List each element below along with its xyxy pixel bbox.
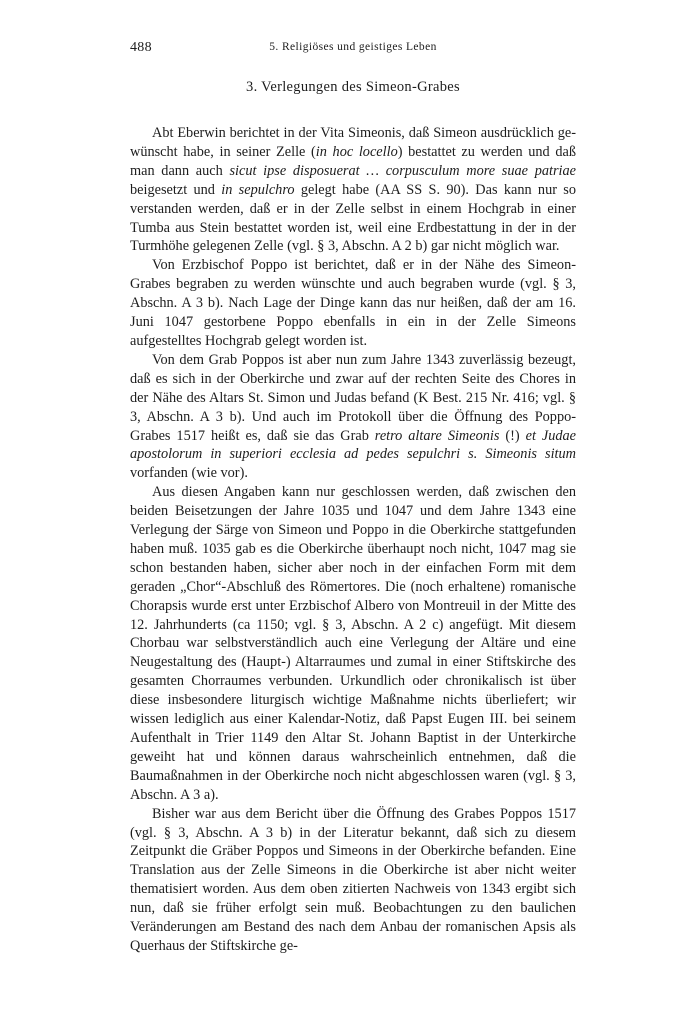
italic-quote: et Judae apostolorum in superiori ecclesia ad pedes sepulchri s. Simeonis situm <box>130 427 576 463</box>
text-run: Aus diesen Angaben kann nur geschlossen werden, daß zwischen den beiden Beisetzungen der Jahre 1035 und 1047 und dem Jahre 1343 eine Verlegung der Särge von Simeon und Poppo in die Oberkirche stattgefunden haben muß. 1035 gab es die Oberkirche überhaupt noch nicht, 1047 mag sie schon bestanden haben, sicher aber noch in der einfachen Form mit dem geraden „Chor“-Abschluß des Römertores. Die (noch erhaltene) romanische Chorapsis wurde erst unter Erzbischof Albero von Montreuil in der Mitte des 12. Jahrhunderts (ca 1150; vgl. § 3, Abschn. A 2 c) angefügt. Mit diesem Chorbau war selbstverständlich auch eine Verlegung der Altäre und eine Neugestaltung des (Haupt-) Altarraumes und zumal in einer Stiftskirche des gesamten Chorraumes verbunden. Urkundlich oder chronikalisch ist über diese insbesondere liturgisch wichtige Maßnahme nichts überliefert; wir wissen lediglich aus einer Kalendar-Notiz, daß Papst Eugen III. bei seinem Aufenthalt in Trier 1149 den Altar St. Johann Baptist in der Unterkirche geweiht hat und können daraus wahrscheinlich entnehmen, daß die Baumaßnahmen in der Oberkirche noch nicht abgeschlossen waren (vgl. § 3, Abschn. A 3 a). <box>130 484 576 803</box>
section-heading: 3. Verlegungen des Simeon-Grabes <box>246 79 460 95</box>
text-run: vorfanden (wie vor). <box>130 465 248 482</box>
paragraph <box>130 483 576 804</box>
text-run: ) bestattet zu werden und daß man dann auch <box>130 143 576 179</box>
text-run: gelegt habe (AA SS S. 90). Das kann nur so verstanden werden, daß er in der Zelle selbst in einem Hochgrab in einer Tumba aus Stein bestattet worden ist, weil eine Erdbestattung in der in der Turmhöhe gelegenen Zelle (vgl. § 3, Abschn. A 2 b) gar nicht möglich war. <box>130 181 577 255</box>
text-run: beigesetzt und <box>130 181 222 198</box>
paragraph <box>130 351 576 483</box>
paragraph <box>130 805 576 956</box>
page-number: 488 <box>130 40 152 55</box>
paragraph <box>130 256 576 351</box>
running-title: 5. Religiöses und geistiges Leben <box>269 41 437 53</box>
text-run: Abt Eberwin berichtet in der Vita Simeonis, daß Simeon ausdrücklich gewünscht habe, in seiner Zelle ( <box>130 125 576 160</box>
text-run: (!) <box>499 427 526 444</box>
italic-quote: retro altare Simeonis <box>374 427 500 444</box>
italic-quote: sicut ipse disposuerat … corpusculum more suae patriae <box>229 162 576 179</box>
italic-quote: in sepulchro <box>221 181 295 198</box>
italic-quote: in hoc locello <box>315 143 398 160</box>
body-text <box>130 124 576 956</box>
text-run: Von dem Grab Poppos ist aber nun zum Jahre 1343 zuverlässig bezeugt, daß es sich in der Oberkirche und zwar auf der rechten Seite des Chores in der Nähe des Altars St. Simon und Judas befand (K Best. 215 Nr. 416; vgl. § 3, Abschn. A 3 b). Und auch im Protokoll über die Öffnung des Poppo-Grabes 1517 heißt es, daß sie das Grab <box>130 351 576 444</box>
text-run: Bisher war aus dem Bericht über die Öffnung des Grabes Poppos 1517 (vgl. § 3, Abschn. A 3 b) in der Literatur bekannt, daß sich zu diesem Zeitpunkt die Gräber Poppos und Simeons in der Oberkirche befanden. Eine Translation aus der Zelle Simeons in die Oberkirche ist aber nicht weiter thematisiert worden. Aus dem oben zitierten Nachweis von 1343 ergibt sich nun, daß sie früher erfolgt sein muß. Beobachtungen zu den baulichen Veränderungen am Bestand des nach dem Anbau der romanischen Apsis als Querhaus der Stiftskirche ge- <box>130 805 576 954</box>
text-run: Von Erzbischof Poppo ist berichtet, daß er in der Nähe des Simeon-Grabes begraben zu werden wünschte und auch begraben wurde (vgl. § 3, Abschn. A 3 b). Nach Lage der Dinge kann das nur heißen, daß der am 16. Juni 1047 gestorbene Poppo ebenfalls in ein in der Zelle Simeons aufgestelltes Hochgrab gelegt worden ist. <box>130 257 576 349</box>
running-head <box>130 40 576 60</box>
paragraph <box>130 124 576 256</box>
